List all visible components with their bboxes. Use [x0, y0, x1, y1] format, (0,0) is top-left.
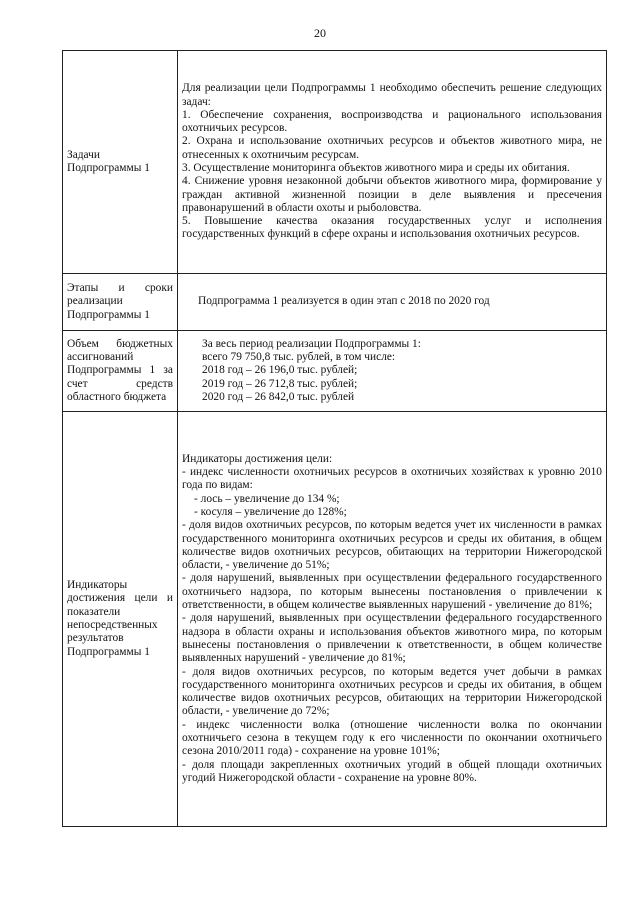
line: - индекс численности охотничьих ресурсов в охотничьих хозяйствах к уровню 2010 года по видам: — [182, 466, 602, 492]
line: 2019 год – 26 712,8 тыс. рублей; — [202, 377, 358, 390]
line: 5. Повышение качества оказания государственных услуг и исполнения государственных функций в сфере охраны и использования охотничьих ресурсов. — [182, 215, 602, 241]
line: Подпрограмма 1 реализуется в один этап с 2018 по 2020 год — [198, 295, 490, 308]
subprogram-passport-table — [62, 50, 607, 827]
row-content — [178, 51, 607, 274]
line: 4. Снижение уровня незаконной добычи объектов животного мира, формирование у граждан активной жизненной позиции в деле выявления и пресечения правонарушений в области охоты и рыболовства. — [182, 175, 602, 214]
line: - доля видов охотничьих ресурсов, по которым ведется учет их численности в рамках государственного мониторинга охотничьих ресурсов и среды их обитания, в общем количестве видов охотничьих ресурсов, обитающих на территории Нижегородской области, - увеличение до 51%; — [182, 519, 602, 572]
row-content — [178, 274, 607, 331]
row-content — [178, 331, 607, 412]
line: - индекс численности волка (отношение численности волка по окончании охотничьего сезона в текущем году к его численности по окончании охотничьего сезона 2010/2011 года) - сохранение на уровне 101%; — [182, 718, 602, 758]
table-row-budget — [63, 331, 607, 412]
table-row-stages — [63, 274, 607, 331]
page-number: 20 — [314, 26, 326, 40]
line: 1. Обеспечение сохранения, воспроизводства и рационального использования охотничьих ресурсов. — [182, 108, 602, 135]
line: - доля нарушений, выявленных при осуществлении федерального государственного охотничьего надзора, по которым вынесены постановления о привлечении к ответственности, в общем количестве выявленных нарушений - увеличение до 81%; — [182, 572, 602, 612]
table-row-tasks — [63, 51, 607, 274]
line: Для реализации цели Подпрограммы 1 необходимо обеспечить решение следующих задач: — [182, 82, 602, 108]
line: 3. Осуществление мониторинга объектов животного мира и среды их обитания. — [182, 162, 570, 174]
line: - доля нарушений, выявленных при осуществлении федерального государственного надзора в области охраны и использования объектов животного мира, по которым вынесены постановления о привлечении к ответственности, в общем количестве выявленных нарушений - увеличение до 81%; — [182, 612, 602, 665]
line: - лось – увеличение до 134 %; — [194, 492, 340, 505]
line: 2. Охрана и использование охотничьих ресурсов и объектов животного мира, не отнесенных к охотничьим ресурсам. — [182, 135, 602, 161]
line: За весь период реализации Подпрограммы 1: — [202, 337, 421, 350]
table-row-indicators — [63, 412, 607, 827]
line: Индикаторы достижения цели: — [182, 452, 333, 465]
row-label: Индикаторы достижения цели и показатели непосредственных результатов Подпрограммы 1 — [63, 412, 178, 827]
line: 2020 год – 26 842,0 тыс. рублей — [202, 390, 355, 403]
line: - доля площади закрепленных охотничьих угодий в общей площади охотничьих угодий Нижегородской области - сохранение на уровне 80%. — [182, 758, 602, 784]
row-label: Объем бюджетных ассигнований Подпрограммы 1 за счет средств областного бюджета — [63, 331, 178, 412]
line: 2018 год – 26 196,0 тыс. рублей; — [202, 364, 358, 377]
line: - косуля – увеличение до 128%; — [194, 505, 347, 518]
row-content — [178, 412, 607, 827]
line: всего 79 750,8 тыс. рублей, в том числе: — [202, 351, 396, 364]
row-label: Этапы и сроки реализации Подпрограммы 1 — [63, 274, 178, 331]
row-label: Задачи Подпрограммы 1 — [63, 51, 178, 274]
line: - доля видов охотничьих ресурсов, по которым ведется учет добычи в рамках государственного мониторинга охотничьих ресурсов и среды их обитания, в общем количестве видов охотничьих ресурсов, обитающих на территории Нижегородской области, - увеличение до 72%; — [182, 665, 602, 718]
